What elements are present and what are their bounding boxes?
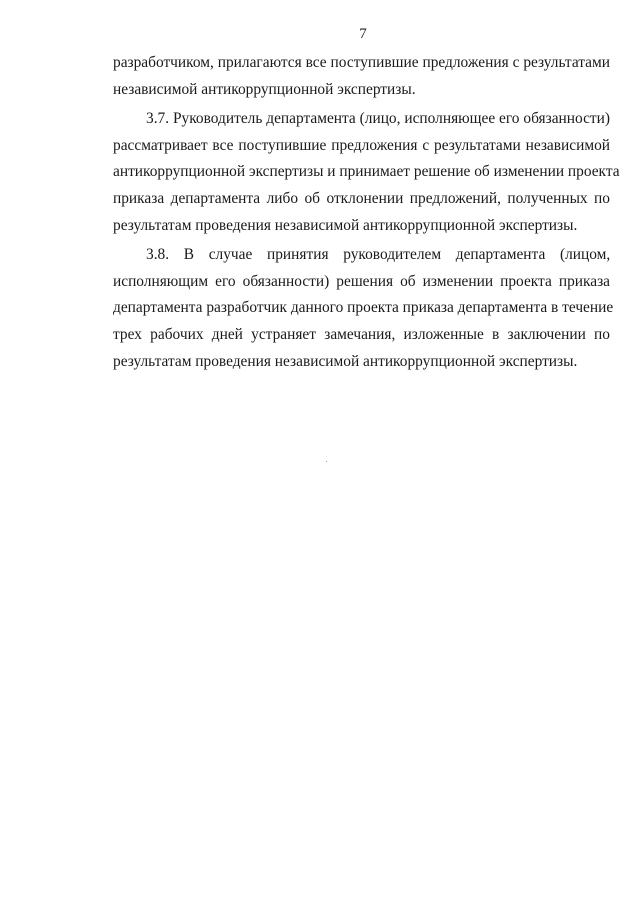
text-line: приказа департамента либо об отклонении предложений, полученных по <box>113 189 610 207</box>
text-line: департамента разработчик данного проекта приказа департамента в течение <box>113 299 614 317</box>
text-line: рассматривает все поступившие предложения с результатами независимой <box>113 136 610 154</box>
text-line: независимой антикоррупционной экспертизы. <box>113 80 416 98</box>
text-line: результатам проведения независимой антикоррупционной экспертизы. <box>113 216 578 234</box>
document-body <box>113 50 620 375</box>
text-line: исполняющим его обязанности) решения об изменении проекта приказа <box>113 272 610 290</box>
paragraph-3-7 <box>113 106 620 239</box>
text-line: результатам проведения независимой антикоррупционной экспертизы. <box>113 352 578 370</box>
text-line: 3.8. В случае принятия руководителем департамента (лицом, <box>146 246 611 264</box>
scan-speck <box>326 461 327 462</box>
text-line: трех рабочих дней устраняет замечания, изложенные в заключении по <box>113 325 610 343</box>
page-number: 7 <box>359 26 367 42</box>
paragraph-continuation <box>113 50 610 103</box>
text-line: разработчиком, прилагаются все поступившие предложения с результатами <box>113 54 610 71</box>
paragraph-3-8 <box>113 242 614 375</box>
text-line: антикоррупционной экспертизы и принимает решение об изменении проекта <box>113 163 620 181</box>
text-line: 3.7. Руководитель департамента (лицо, исполняющее его обязанности) <box>146 110 610 128</box>
